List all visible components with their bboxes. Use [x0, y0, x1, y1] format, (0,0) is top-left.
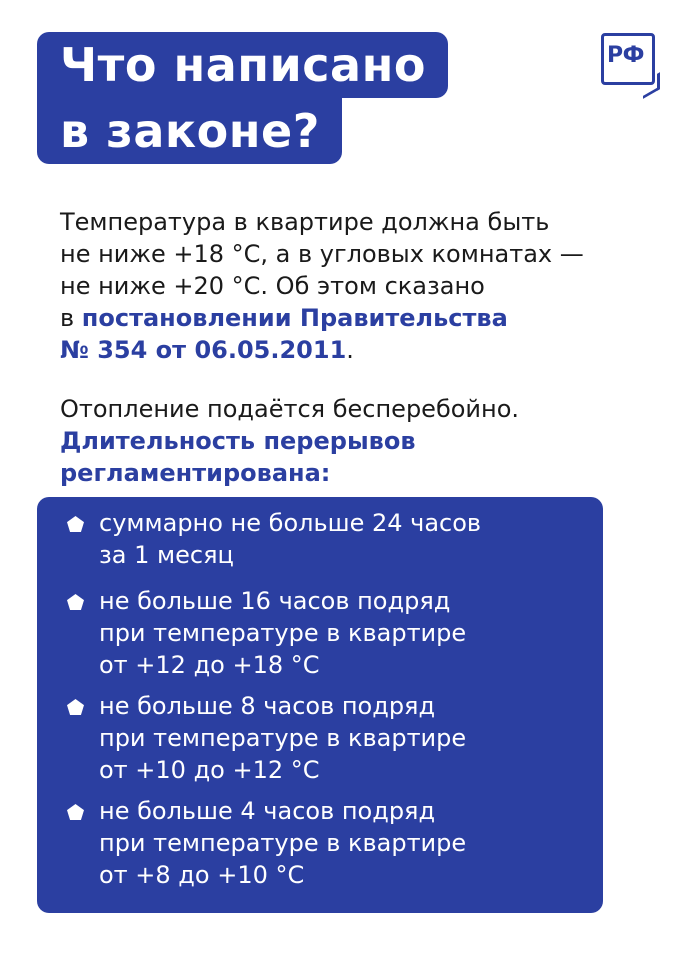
limit-4-line-3: от +8 до +10 °С [99, 861, 305, 889]
logo-text: РФ [607, 43, 644, 68]
resolution-link-line-2[interactable]: № 354 от 06.05.2011 [60, 336, 347, 364]
heating-paragraph [60, 393, 660, 489]
intro-line-2: не ниже +18 °С, а в угловых комнатах — [60, 240, 584, 268]
list-item [99, 585, 579, 681]
limit-2-line-2: при температуре в квартире [99, 619, 467, 647]
intro-line-4-prefix: в [60, 304, 82, 332]
intro-paragraph [60, 206, 660, 366]
pentagon-bullet-icon [67, 699, 84, 715]
heating-accent-line-2: регламентирована: [60, 459, 331, 487]
list-item [99, 690, 579, 786]
intro-link-suffix: . [346, 336, 354, 364]
intro-line-3: не ниже +20 °С. Об этом сказано [60, 272, 485, 300]
pentagon-bullet-icon [67, 516, 84, 532]
list-item [99, 507, 579, 571]
rf-chat-bubble-icon [601, 33, 663, 91]
page-title [37, 32, 448, 164]
limit-2-line-3: от +12 до +18 °С [99, 651, 320, 679]
limit-1-line-2: за 1 месяц [99, 541, 234, 569]
limit-4-line-2: при температуре в квартире [99, 829, 467, 857]
limits-panel [37, 497, 603, 913]
title-line-2: в законе? [37, 98, 342, 164]
pentagon-bullet-icon [67, 594, 84, 610]
heating-line-1: Отопление подаётся бесперебойно. [60, 395, 520, 423]
limit-3-line-2: при температуре в квартире [99, 724, 467, 752]
limit-2-line-1: не больше 16 часов подряд [99, 587, 451, 615]
resolution-link-line-1[interactable]: постановлении Правительства [81, 304, 508, 332]
limit-3-line-3: от +10 до +12 °С [99, 756, 320, 784]
limit-1-line-1: суммарно не больше 24 часов [99, 509, 482, 537]
title-line-1: Что написано [37, 32, 448, 98]
limit-3-line-1: не больше 8 часов подряд [99, 692, 436, 720]
heating-accent-line-1: Длительность перерывов [60, 427, 416, 455]
list-item [99, 795, 579, 891]
limit-4-line-1: не больше 4 часов подряд [99, 797, 436, 825]
intro-line-1: Температура в квартире должна быть [60, 208, 550, 236]
pentagon-bullet-icon [67, 804, 84, 820]
